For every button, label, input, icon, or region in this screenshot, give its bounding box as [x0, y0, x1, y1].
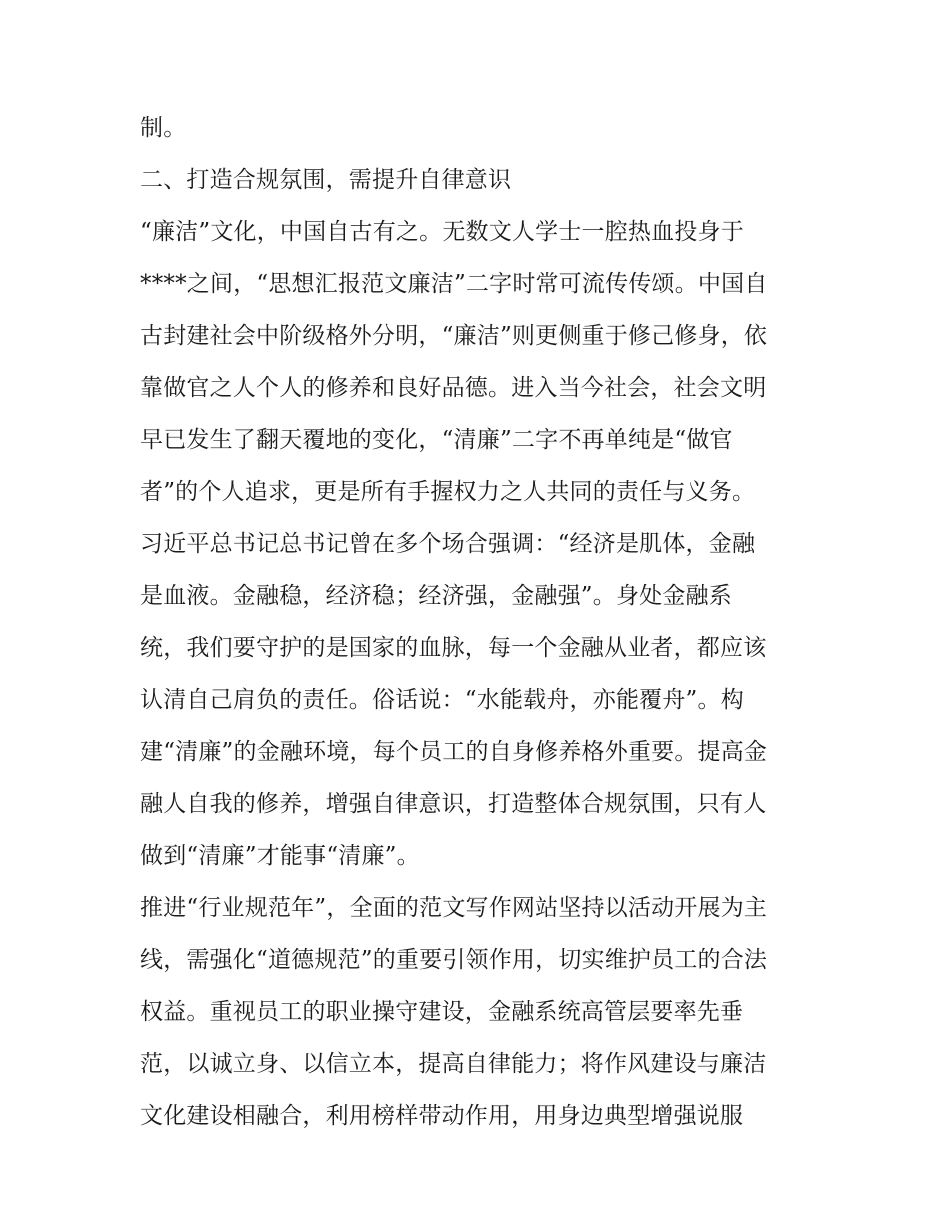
section-heading: 二、打造合规氛围，需提升自律意识	[140, 167, 512, 193]
paragraph-line: 习近平总书记总书记曾在多个场合强调：“经济是肌体，金融	[140, 531, 756, 557]
paragraph-line: 范，以诚立身、以信立本，提高自律能力；将作风建设与廉洁	[140, 1051, 767, 1077]
paragraph-line: 早已发生了翻天覆地的变化，“清廉”二字不再单纯是“做官	[140, 427, 733, 453]
paragraph-line: ****之间，“思想汇报范文廉洁”二字时常可流传传颂。中国自	[140, 271, 768, 297]
paragraph-line: 是血液。金融稳，经济稳；经济强，金融强”。身处金融系	[140, 583, 732, 609]
paragraph-line: 推进“行业规范年”，全面的范文写作网站坚持以活动开展为主	[140, 895, 768, 921]
paragraph-line: 靠做官之人个人的修养和良好品德。进入当今社会，社会文明	[140, 375, 767, 401]
paragraph-line: 统，我们要守护的是国家的血脉，每一个金融从业者，都应该	[140, 635, 767, 661]
paragraph-line: 线，需强化“道德规范”的重要引领作用，切实维护员工的合法	[140, 947, 768, 973]
paragraph-line: 文化建设相融合，利用榜样带动作用，用身边典型增强说服	[140, 1103, 744, 1129]
paragraph-line: “廉洁”文化，中国自古有之。无数文人学士一腔热血投身于	[140, 219, 744, 245]
paragraph-line: 者”的个人追求，更是所有手握权力之人共同的责任与义务。	[140, 479, 756, 505]
paragraph-line: 制。	[140, 115, 187, 141]
document-body	[140, 108, 820, 1148]
paragraph-line: 古封建社会中阶级格外分明，“廉洁”则更侧重于修己修身，依	[140, 323, 768, 349]
paragraph-line: 做到“清廉”才能事“清廉”。	[140, 843, 420, 869]
paragraph-line: 权益。重视员工的职业操守建设，金融系统高管层要率先垂	[140, 999, 744, 1025]
paragraph-line: 融人自我的修养，增强自律意识，打造整体合规氛围，只有人	[140, 791, 767, 817]
paragraph-line: 认清自己肩负的责任。俗话说：“水能载舟，亦能覆舟”。构	[140, 687, 744, 713]
paragraph-line: 建“清廉”的金融环境，每个员工的自身修养格外重要。提高金	[140, 739, 768, 765]
